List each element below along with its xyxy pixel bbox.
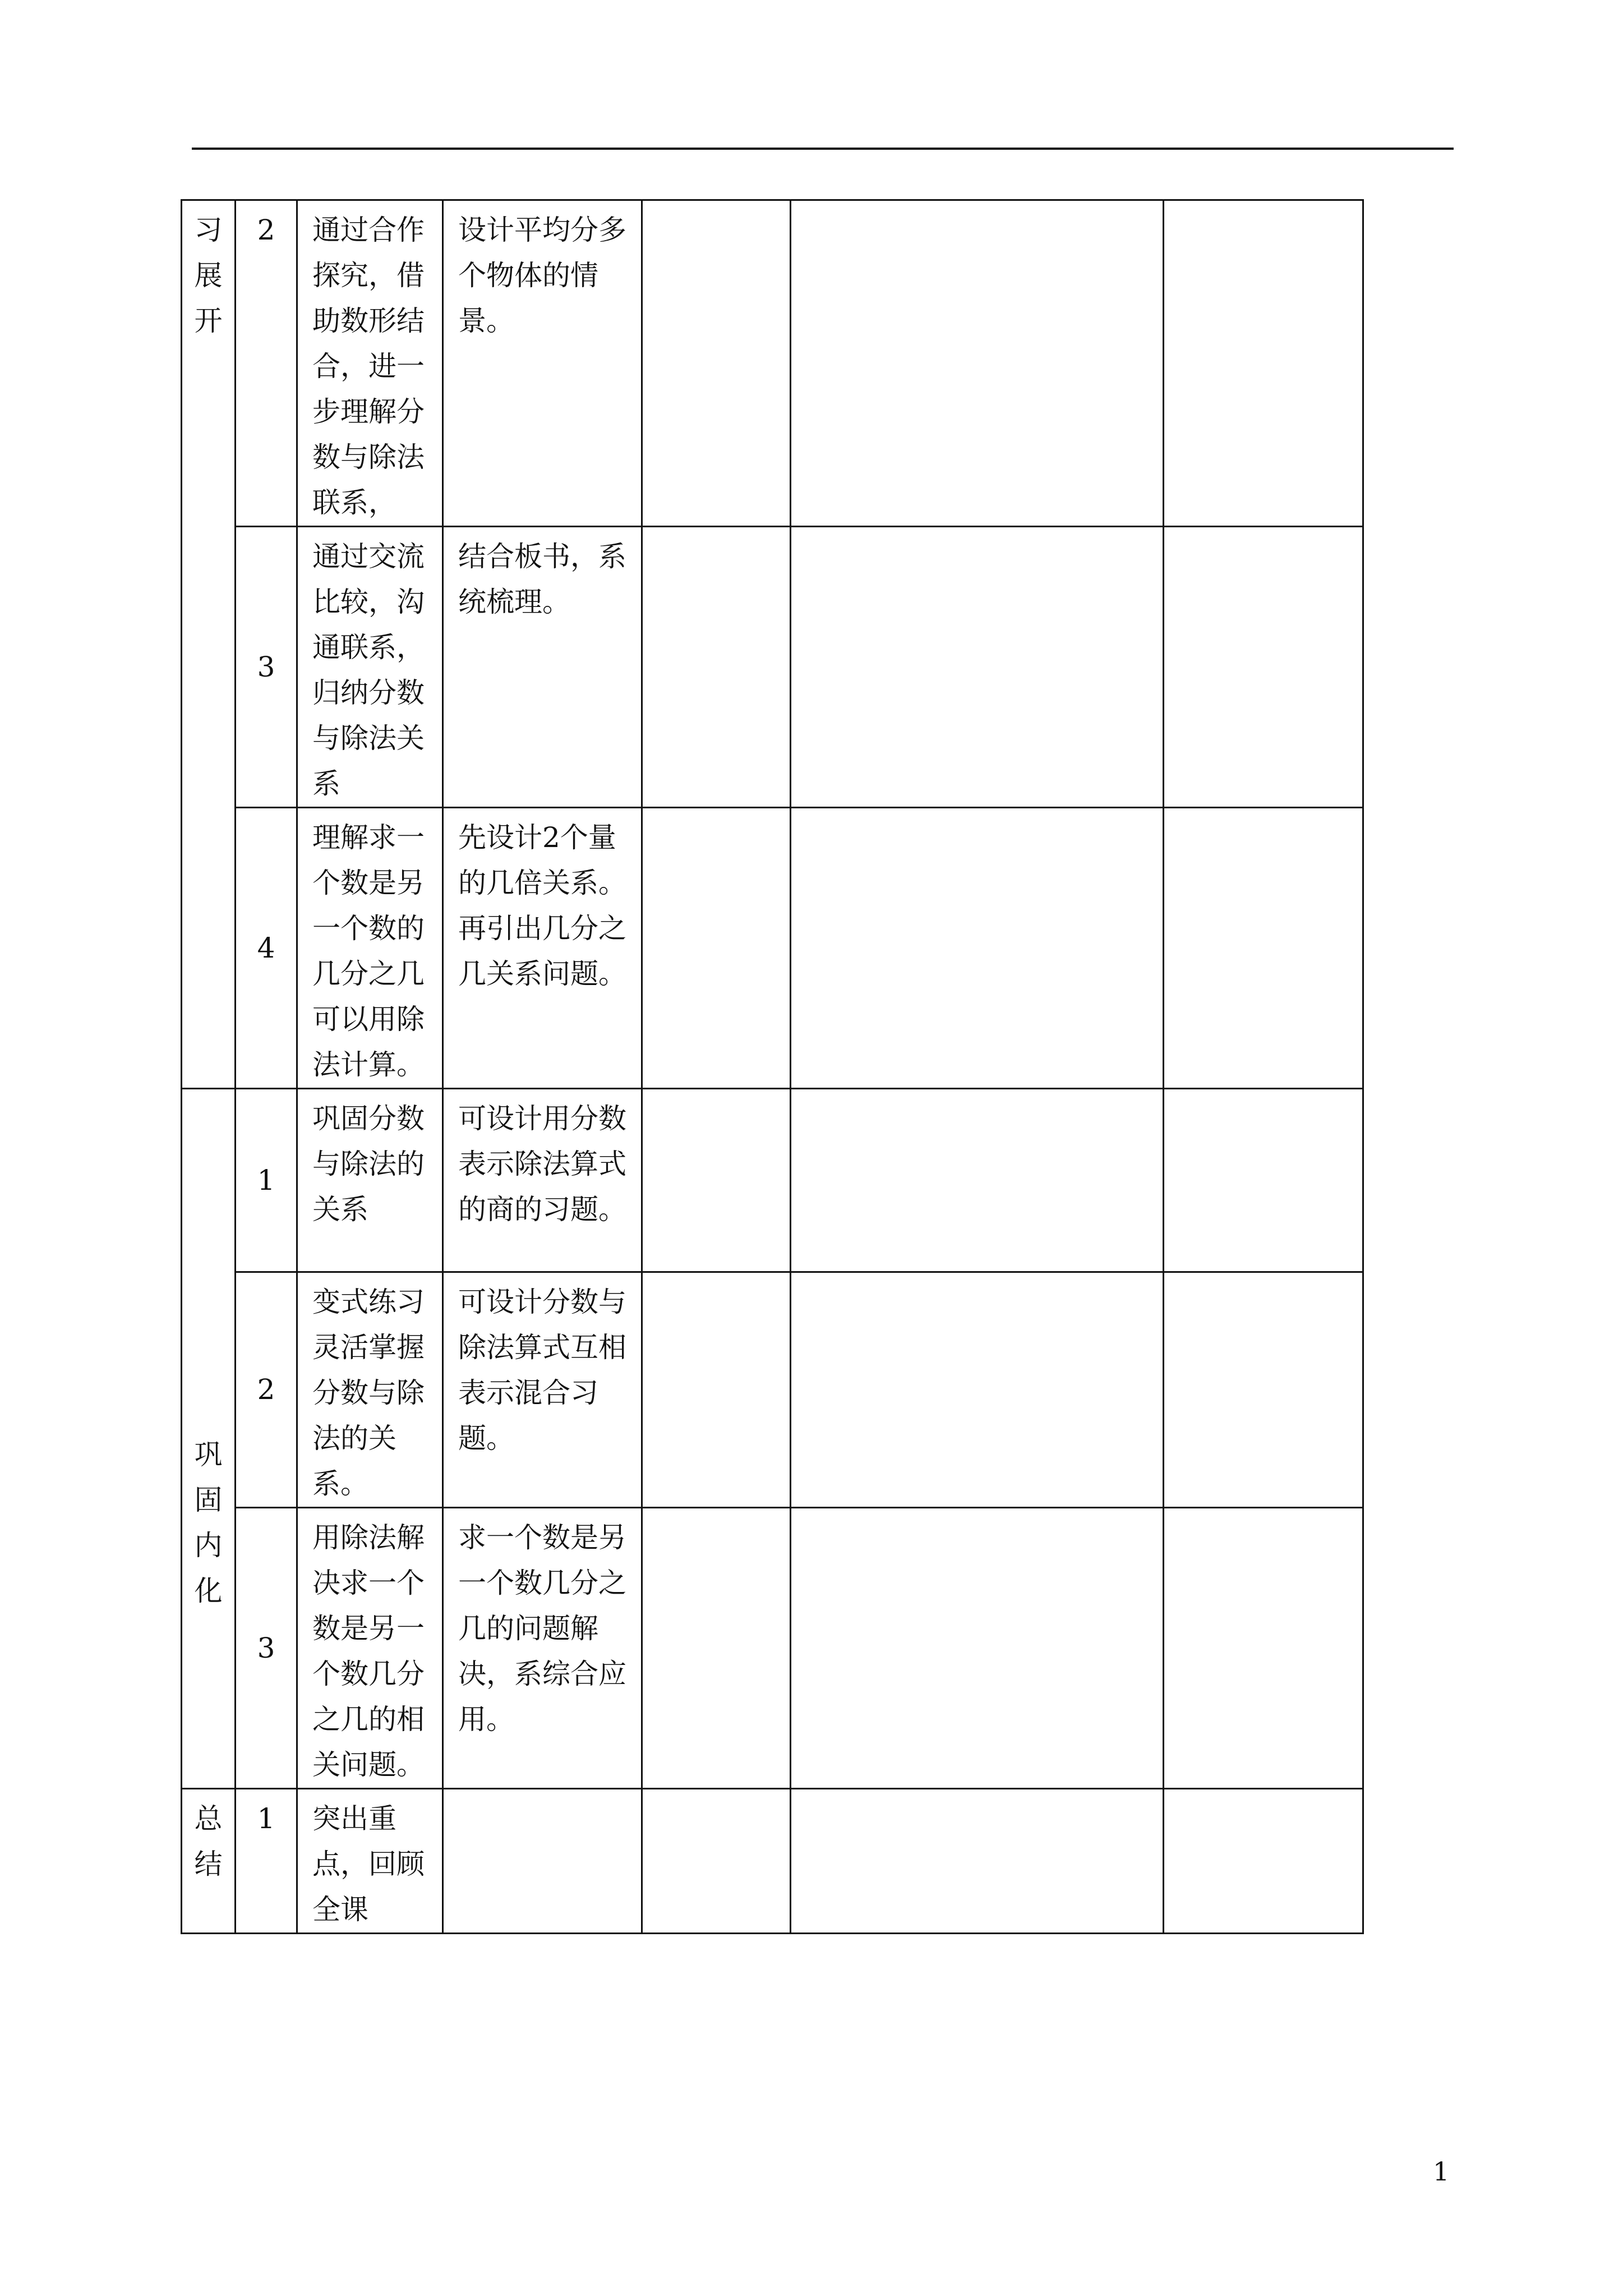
goal-cell: 通过交流比较，沟通联系，归纳分数与除法关系 xyxy=(297,527,443,808)
design-cell: 结合板书，系统梳理。 xyxy=(443,527,642,808)
step-number: 1 xyxy=(236,1789,297,1934)
empty-cell xyxy=(642,1789,791,1934)
table-row xyxy=(182,527,1363,808)
table-row xyxy=(182,808,1363,1089)
goal-cell: 变式练习灵活掌握分数与除法的关系。 xyxy=(297,1272,443,1508)
table-row xyxy=(182,1089,1363,1272)
empty-cell xyxy=(642,1272,791,1508)
empty-cell xyxy=(642,200,791,527)
empty-cell xyxy=(791,527,1164,808)
empty-cell xyxy=(1164,1272,1363,1508)
empty-cell xyxy=(1164,1789,1363,1934)
goal-cell: 通过合作探究，借助数形结合，进一步理解分数与除法联系， xyxy=(297,200,443,527)
table-row xyxy=(182,1789,1363,1934)
empty-cell xyxy=(642,808,791,1089)
goal-cell: 突出重点，回顾全课 xyxy=(297,1789,443,1934)
empty-cell xyxy=(642,1508,791,1789)
goal-cell: 用除法解决求一个数是另一个数几分之几的相关问题。 xyxy=(297,1508,443,1789)
empty-cell xyxy=(1164,200,1363,527)
step-number: 3 xyxy=(236,1508,297,1789)
stage-cell-summary xyxy=(182,1789,236,1934)
empty-cell xyxy=(1164,808,1363,1089)
table-row xyxy=(182,200,1363,527)
page-number: 1 xyxy=(1433,2156,1450,2187)
empty-cell xyxy=(791,1508,1164,1789)
empty-cell xyxy=(1164,1089,1363,1272)
stage-cell-consolidate xyxy=(182,1089,236,1789)
empty-cell xyxy=(791,1272,1164,1508)
stage-label-consolidate: 巩固内化 xyxy=(194,1438,223,1607)
header-rule xyxy=(192,148,1454,150)
design-cell: 先设计2个量的几倍关系。再引出几分之几关系问题。 xyxy=(443,808,642,1089)
empty-cell xyxy=(791,1789,1164,1934)
design-cell: 可设计用分数表示除法算式的商的习题。 xyxy=(443,1089,642,1272)
empty-cell xyxy=(791,200,1164,527)
goal-cell: 理解求一个数是另一个数的几分之几可以用除法计算。 xyxy=(297,808,443,1089)
design-cell: 可设计分数与除法算式互相表示混合习题。 xyxy=(443,1272,642,1508)
table-row xyxy=(182,1272,1363,1508)
empty-cell xyxy=(791,1089,1164,1272)
table-row xyxy=(182,1508,1363,1789)
empty-cell xyxy=(791,808,1164,1089)
step-number: 4 xyxy=(236,808,297,1089)
stage-label-summary: 总结 xyxy=(194,1802,223,1880)
step-number: 2 xyxy=(236,1272,297,1508)
step-number: 2 xyxy=(236,200,297,527)
design-cell: 设计平均分多个物体的情景。 xyxy=(443,200,642,527)
empty-cell xyxy=(1164,1508,1363,1789)
lesson-plan-table xyxy=(181,199,1364,1934)
empty-cell xyxy=(1164,527,1363,808)
stage-label-explore: 习展开 xyxy=(194,214,223,337)
step-number: 1 xyxy=(236,1089,297,1272)
step-number: 3 xyxy=(236,527,297,808)
design-cell: 求一个数是另一个数几分之几的问题解决，系综合应用。 xyxy=(443,1508,642,1789)
empty-cell xyxy=(642,1089,791,1272)
empty-cell xyxy=(642,527,791,808)
design-cell xyxy=(443,1789,642,1934)
goal-cell: 巩固分数与除法的关系 xyxy=(297,1089,443,1272)
stage-cell-explore xyxy=(182,200,236,1089)
